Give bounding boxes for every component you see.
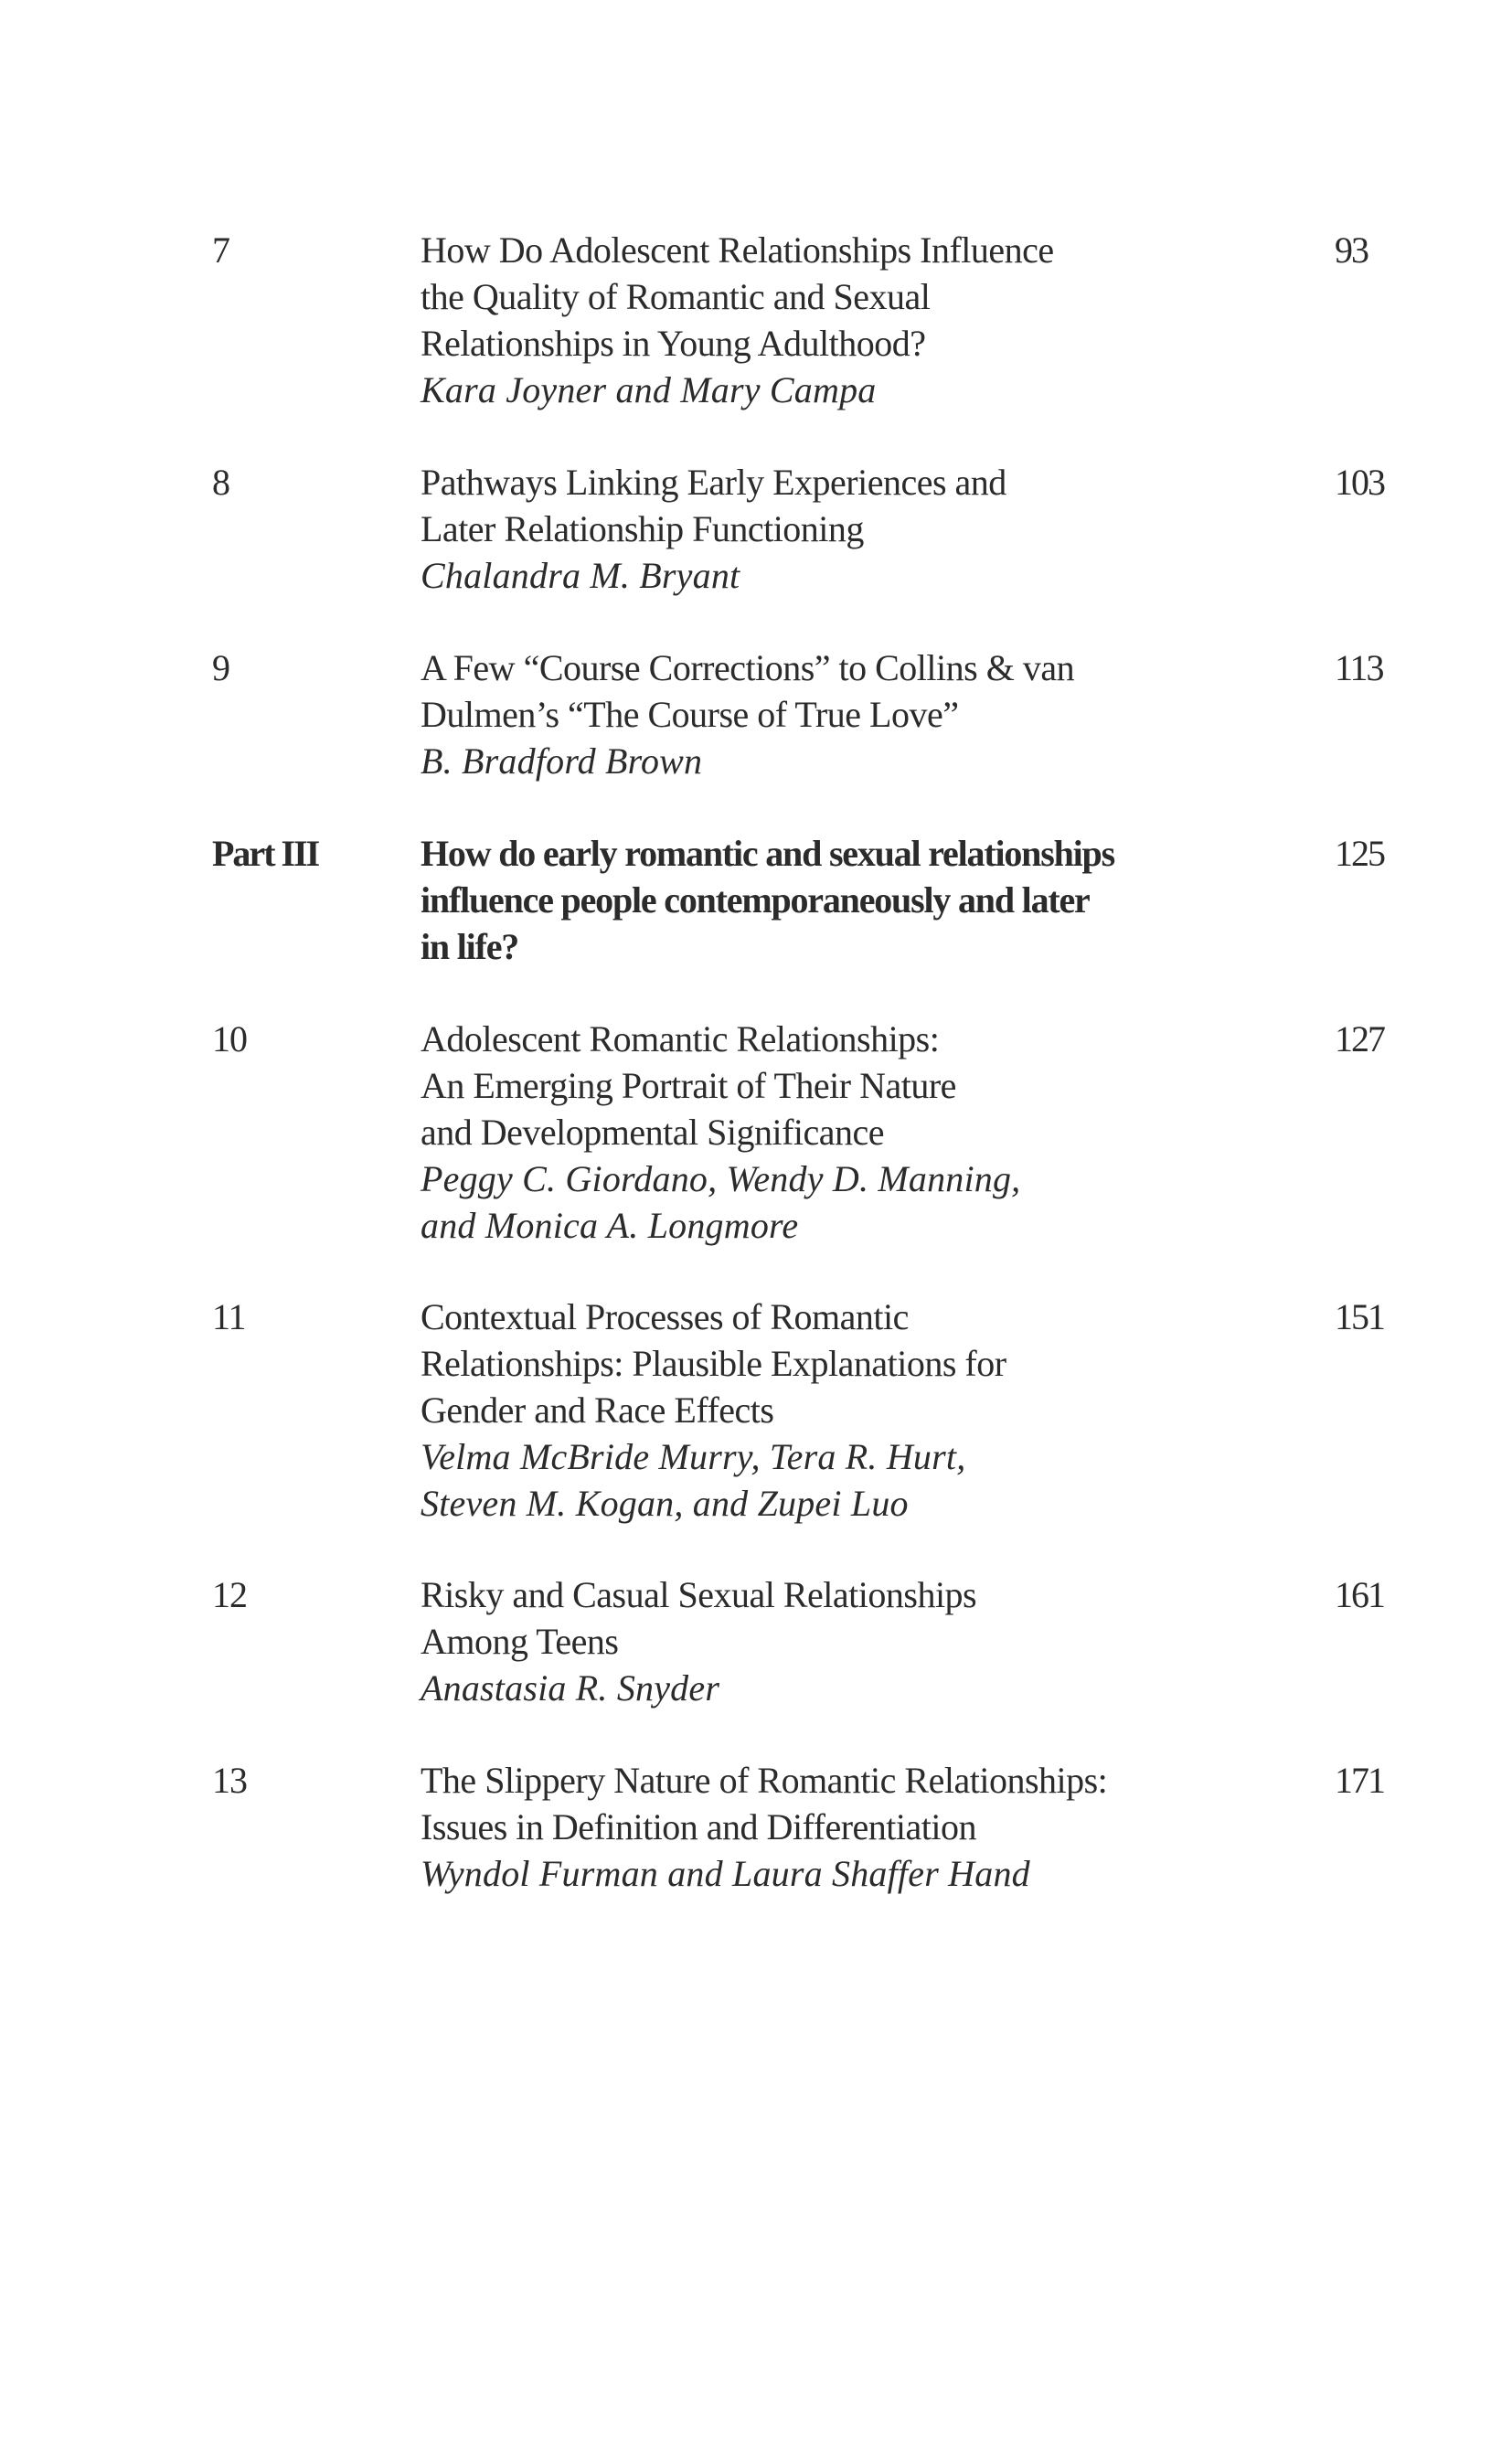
entry-body bbox=[421, 1757, 1298, 1897]
chapter-title-line: An Emerging Portrait of Their Nature bbox=[421, 1065, 956, 1106]
chapter-title-line: Dulmen’s “The Course of True Love” bbox=[421, 694, 959, 735]
chapter-number: 13 bbox=[212, 1760, 247, 1801]
page-number: 171 bbox=[1335, 1760, 1384, 1801]
chapter-number: 9 bbox=[212, 647, 229, 688]
part-number: Part III bbox=[212, 833, 319, 874]
chapter-author-line: Steven M. Kogan, and Zupei Luo bbox=[421, 1483, 909, 1524]
chapter-title-line: Among Teens bbox=[421, 1621, 619, 1662]
chapter-author-line: and Monica A. Longmore bbox=[421, 1205, 799, 1246]
chapter-title-line: Issues in Definition and Differentiation bbox=[421, 1806, 977, 1847]
chapter-author-line: Anastasia R. Snyder bbox=[421, 1667, 720, 1709]
page-number: 161 bbox=[1335, 1574, 1384, 1615]
chapter-title-line: Pathways Linking Early Experiences and bbox=[421, 462, 1006, 503]
chapter-title-line: Relationships: Plausible Explanations for bbox=[421, 1343, 1006, 1384]
chapter-title-line: A Few “Course Corrections” to Collins & van bbox=[421, 647, 1075, 688]
chapter-number: 8 bbox=[212, 462, 229, 503]
chapter-title-line: Relationships in Young Adulthood? bbox=[421, 323, 926, 364]
chapter-author-line: Wyndol Furman and Laura Shaffer Hand bbox=[421, 1853, 1030, 1894]
entry-body bbox=[421, 830, 1298, 970]
chapter-title-line: Contextual Processes of Romantic bbox=[421, 1296, 909, 1337]
chapter-author-line: Kara Joyner and Mary Campa bbox=[421, 369, 877, 410]
entry-body bbox=[421, 459, 1298, 599]
chapter-title-line: the Quality of Romantic and Sexual bbox=[421, 276, 931, 317]
chapter-author-line: B. Bradford Brown bbox=[421, 740, 703, 782]
chapter-author-line: Peggy C. Giordano, Wendy D. Manning, bbox=[421, 1158, 1021, 1199]
page-number: 151 bbox=[1335, 1296, 1384, 1337]
chapter-title-line: and Developmental Significance bbox=[421, 1112, 885, 1153]
chapter-title-line: Adolescent Romantic Relationships: bbox=[421, 1018, 940, 1059]
chapter-title-line: Gender and Race Effects bbox=[421, 1389, 774, 1431]
part-title-line: How do early romantic and sexual relationships bbox=[421, 833, 1114, 874]
chapter-number: 11 bbox=[212, 1296, 246, 1337]
chapter-author-line: Velma McBride Murry, Tera R. Hurt, bbox=[421, 1436, 966, 1477]
page-number: 127 bbox=[1335, 1018, 1384, 1059]
entry-body bbox=[421, 1571, 1298, 1711]
chapter-title-line: Risky and Casual Sexual Relationships bbox=[421, 1574, 977, 1615]
chapter-author-line: Chalandra M. Bryant bbox=[421, 555, 740, 596]
entry-body bbox=[421, 644, 1298, 784]
chapter-title-line: The Slippery Nature of Romantic Relationships: bbox=[421, 1760, 1108, 1801]
entry-body bbox=[421, 1294, 1298, 1527]
chapter-number: 12 bbox=[212, 1574, 247, 1615]
entry-body bbox=[421, 1016, 1298, 1249]
part-title-line: influence people contemporaneously and later bbox=[421, 879, 1090, 921]
page-number: 93 bbox=[1335, 229, 1368, 271]
chapter-title-line: Later Relationship Functioning bbox=[421, 508, 864, 549]
page-number: 103 bbox=[1335, 462, 1384, 503]
entry-body bbox=[421, 227, 1298, 413]
chapter-number: 7 bbox=[212, 229, 229, 271]
chapter-number: 10 bbox=[212, 1018, 247, 1059]
page-number: 113 bbox=[1335, 647, 1383, 688]
page-number: 125 bbox=[1335, 833, 1384, 874]
chapter-title-line: How Do Adolescent Relationships Influence bbox=[421, 229, 1054, 271]
part-title-line: in life? bbox=[421, 926, 519, 967]
